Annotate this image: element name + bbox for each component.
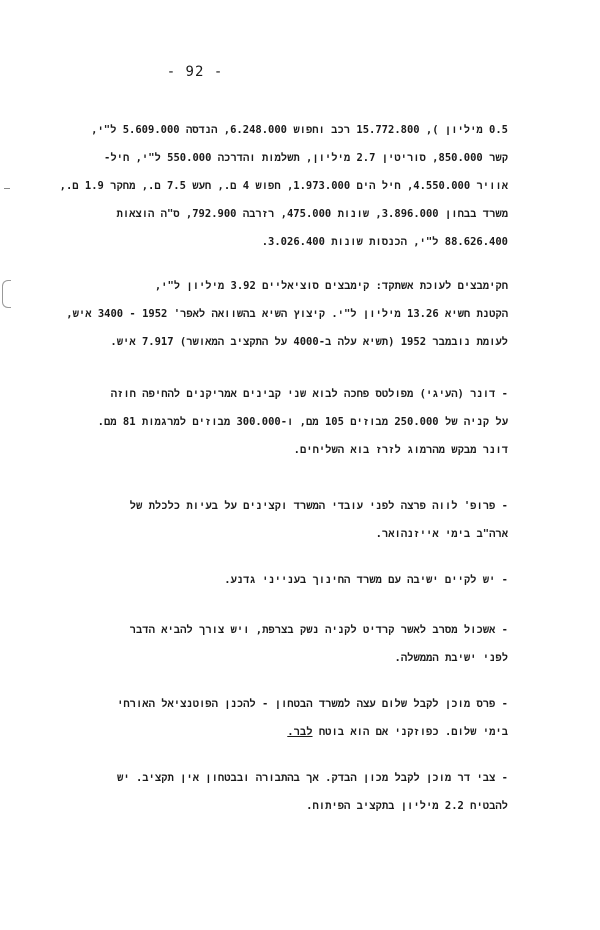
- text-line: ארה"ב בימי אייזנהואר.: [375, 528, 508, 540]
- text-line: לעומת נובמבר 1952 (תשיא עלה ב-4000 על התקציב המאושר) 7.917 איש.: [110, 336, 508, 348]
- text-line: משרד בבחון 3.896.000, שונות 475.000, רזרבה 792.900, ס"ה הוצאות: [116, 208, 508, 220]
- paragraph-peres-proposal: [96, 690, 508, 746]
- text-line: - פרס מוכן לקבל שלום עצה למשרד הבטחון - להכנן הפוטנציאל האורחי: [117, 698, 508, 710]
- paragraph-credit-france: [96, 616, 508, 672]
- margin-mark: [4, 188, 10, 189]
- text-line: להבטיח 2.2 מיליון בתקציב הפיתוח.: [306, 800, 508, 812]
- text-line: דונר מבקש מהרמוג לזרז בוא השליחים.: [293, 444, 508, 456]
- text-line: אוויר 4.550.000, חיל הים 1.973.000, חפוש 4 ם., חעש 7.5 ם., מחקר 1.9 ם.,: [59, 180, 508, 192]
- text-line: [96, 718, 508, 746]
- text-line: - פרופ' לווה פרצה לפני עובדי המשרד וקצינים על בעיות כלכלת של: [129, 500, 508, 512]
- paragraph-lecture: [96, 492, 508, 548]
- text-line: - צבי דר מוכן לקבל מכון הבדק. אך בהתבורה ובבטחון אין תקציב. יש: [117, 772, 508, 784]
- text-line: חקימבצים לעוכת אשתקד: קימבצים סוציאליים 3.92 מיליון ל"י,: [154, 280, 508, 292]
- text-line: - דונר (העיגי) מפולטס פחכה לבוא שני קבינים אמריקנים להחיפה חוזה: [110, 388, 508, 400]
- margin-bracket: [2, 280, 11, 308]
- text-line: קשר 850.000, סוריטין 2.7 מיליון, תשלמות והדרכה 550.000 ל"י, חיל-: [104, 152, 508, 164]
- paragraph-ammunition-purchase: [96, 380, 508, 464]
- paragraph-testing-institute: [96, 764, 508, 820]
- text-line-part: בימי שלום. כפוזקני אם הוא בוטח: [312, 726, 508, 738]
- paragraph-budget-items: [59, 116, 508, 256]
- text-line: - אשכול מסרב לאשר קרדיט לקניה נשק בצרפת, ויש צורך להביא הדבר: [129, 624, 508, 636]
- text-line: 88.626.400 ל"י, הכנסות שונות 3.026.400.: [261, 236, 508, 248]
- paragraph-education-meeting: [96, 566, 508, 594]
- text-line: 0.5 מיליון ), 15.772.800 רכב וחפוש 6.248.000, הנדסה 5.609.000 ל"י,: [91, 124, 508, 136]
- text-line: על קניה של 250.000 מבוזים 105 מם, ו-300.000 מבוזים למרגמות 81 מם.: [97, 416, 508, 428]
- underlined-word: לבר.: [287, 726, 313, 738]
- paragraph-budget-changes: [66, 272, 508, 356]
- page-number: - 92 -: [166, 64, 224, 80]
- text-line: לפני ישיבת הממשלה.: [394, 652, 508, 664]
- text-line: - יש לקיים ישיבה עם משרד החינוך בענייני גדנע.: [224, 574, 508, 586]
- text-line: הקטנת חשיא 13.26 מיליון ל"י. קיצוץ השיא בהשוואה לאפר' 1952 - 3400 איש,: [66, 308, 508, 320]
